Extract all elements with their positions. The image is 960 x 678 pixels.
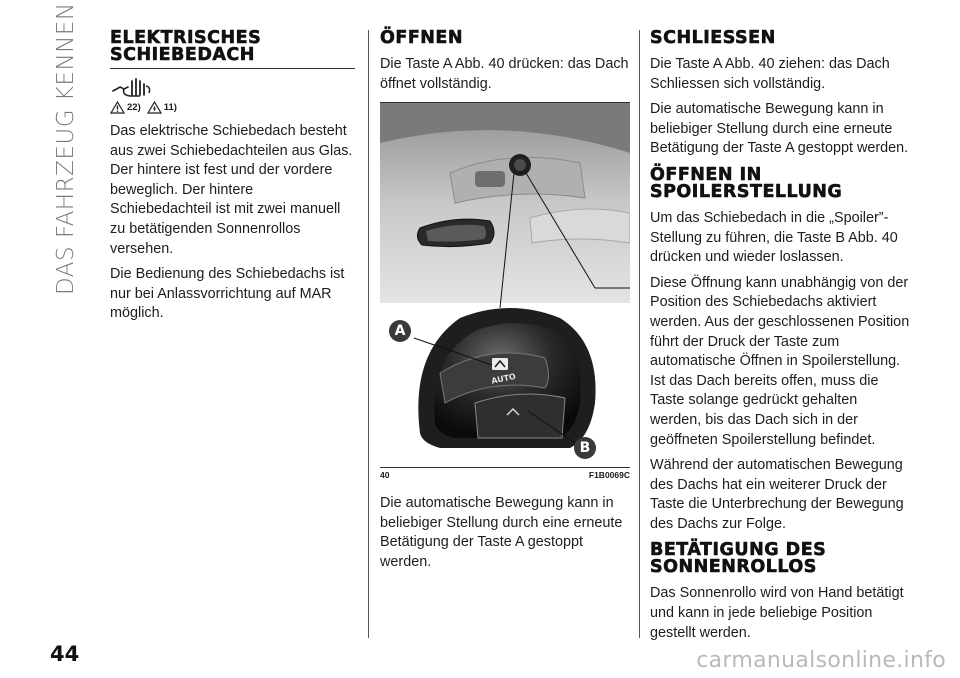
paragraph: Die Taste A Abb. 40 ziehen: das Dach Schliessen sich vollständig. <box>650 56 890 92</box>
figure-roof-console <box>380 102 630 463</box>
hand-touch-icon <box>110 77 156 99</box>
site-watermark: carmanualsonline.info <box>696 648 946 673</box>
reference-marks <box>110 101 355 114</box>
warning-ref-number: 22) <box>127 102 141 113</box>
side-chapter-title: DAS FAHRZEUG KENNEN <box>53 2 79 295</box>
icon-row <box>110 73 355 99</box>
figure-number: 40 <box>380 470 390 481</box>
caution-ref-number: 11) <box>163 102 177 113</box>
column-opening <box>380 30 630 579</box>
paragraph: Während der automatischen Bewegung des Dachs hat ein weiterer Druck der Taste die Unterbrechung der Bewegung des Dachs zur Folge. <box>650 457 904 532</box>
paragraph: Diese Öffnung kann unabhängig von der Position des Schiebedachs aktiviert werden. Aus der geschlossenen Position führt der Druck der Taste zum automatische Öffnen in Spoilerstellung. Ist das Dach bereits offen, muss die Taste solange gedrückt gehalten werden, bis das Dach sich in der geöffneten Spoilerstellung befindet. <box>650 274 910 448</box>
column-divider <box>368 30 369 638</box>
column-sunroof-intro <box>110 30 355 330</box>
paragraph: Die Taste A Abb. 40 drücken: das Dach öffnet vollständig. <box>380 56 629 92</box>
callout-b-label: B <box>579 440 591 457</box>
section-heading-close: SCHLIESSEN <box>650 28 776 48</box>
roof-console-illustration <box>380 103 630 463</box>
callout-a-label: A <box>394 323 406 340</box>
column-closing <box>650 30 910 649</box>
figure-caption <box>380 467 630 480</box>
auto-label: AUTO <box>490 371 517 386</box>
paragraph: Das Sonnenrollo wird von Hand betätigt und kann in jede beliebige Position gestellt werden. <box>650 585 904 641</box>
paragraph: Das elektrische Schiebedach besteht aus zwei Schiebedachteilen aus Glas. Der hintere ist fest und der vordere beweglich. Der hintere Schiebedachteil ist mit zwei manuell zu betätigenden Sonnenrollos versehen. <box>110 123 353 257</box>
caution-reference <box>147 101 177 114</box>
paragraph: Die automatische Bewegung kann in beliebiger Stellung durch eine erneute Betätigung der Taste A gestoppt werden. <box>380 495 623 570</box>
warning-triangle-icon <box>110 101 125 114</box>
section-heading-open: ÖFFNEN <box>380 28 464 48</box>
warning-reference <box>110 101 141 114</box>
paragraph: Die Bedienung des Schiebedachs ist nur bei Anlassvorrichtung auf MAR möglich. <box>110 266 345 322</box>
column-divider <box>639 30 640 638</box>
paragraph: Um das Schiebedach in die „Spoiler”-Stellung zu führen, die Taste B Abb. 40 drücken und wieder loslassen. <box>650 209 898 266</box>
page-number: 44 <box>50 642 80 666</box>
section-heading-sunblind: BETÄTIGUNG DES SONNENROLLOS <box>650 540 827 578</box>
caution-drop-icon <box>147 101 162 114</box>
section-heading-sunroof: ELEKTRISCHES SCHIEBEDACH <box>110 30 355 69</box>
section-heading-spoiler: ÖFFNEN IN SPOILERSTELLUNG <box>650 164 843 202</box>
figure-code: F1B0069C <box>588 470 630 481</box>
paragraph: Die automatische Bewegung kann in beliebiger Stellung durch eine erneute Betätigung der Taste A gestoppt werden. <box>650 101 909 157</box>
